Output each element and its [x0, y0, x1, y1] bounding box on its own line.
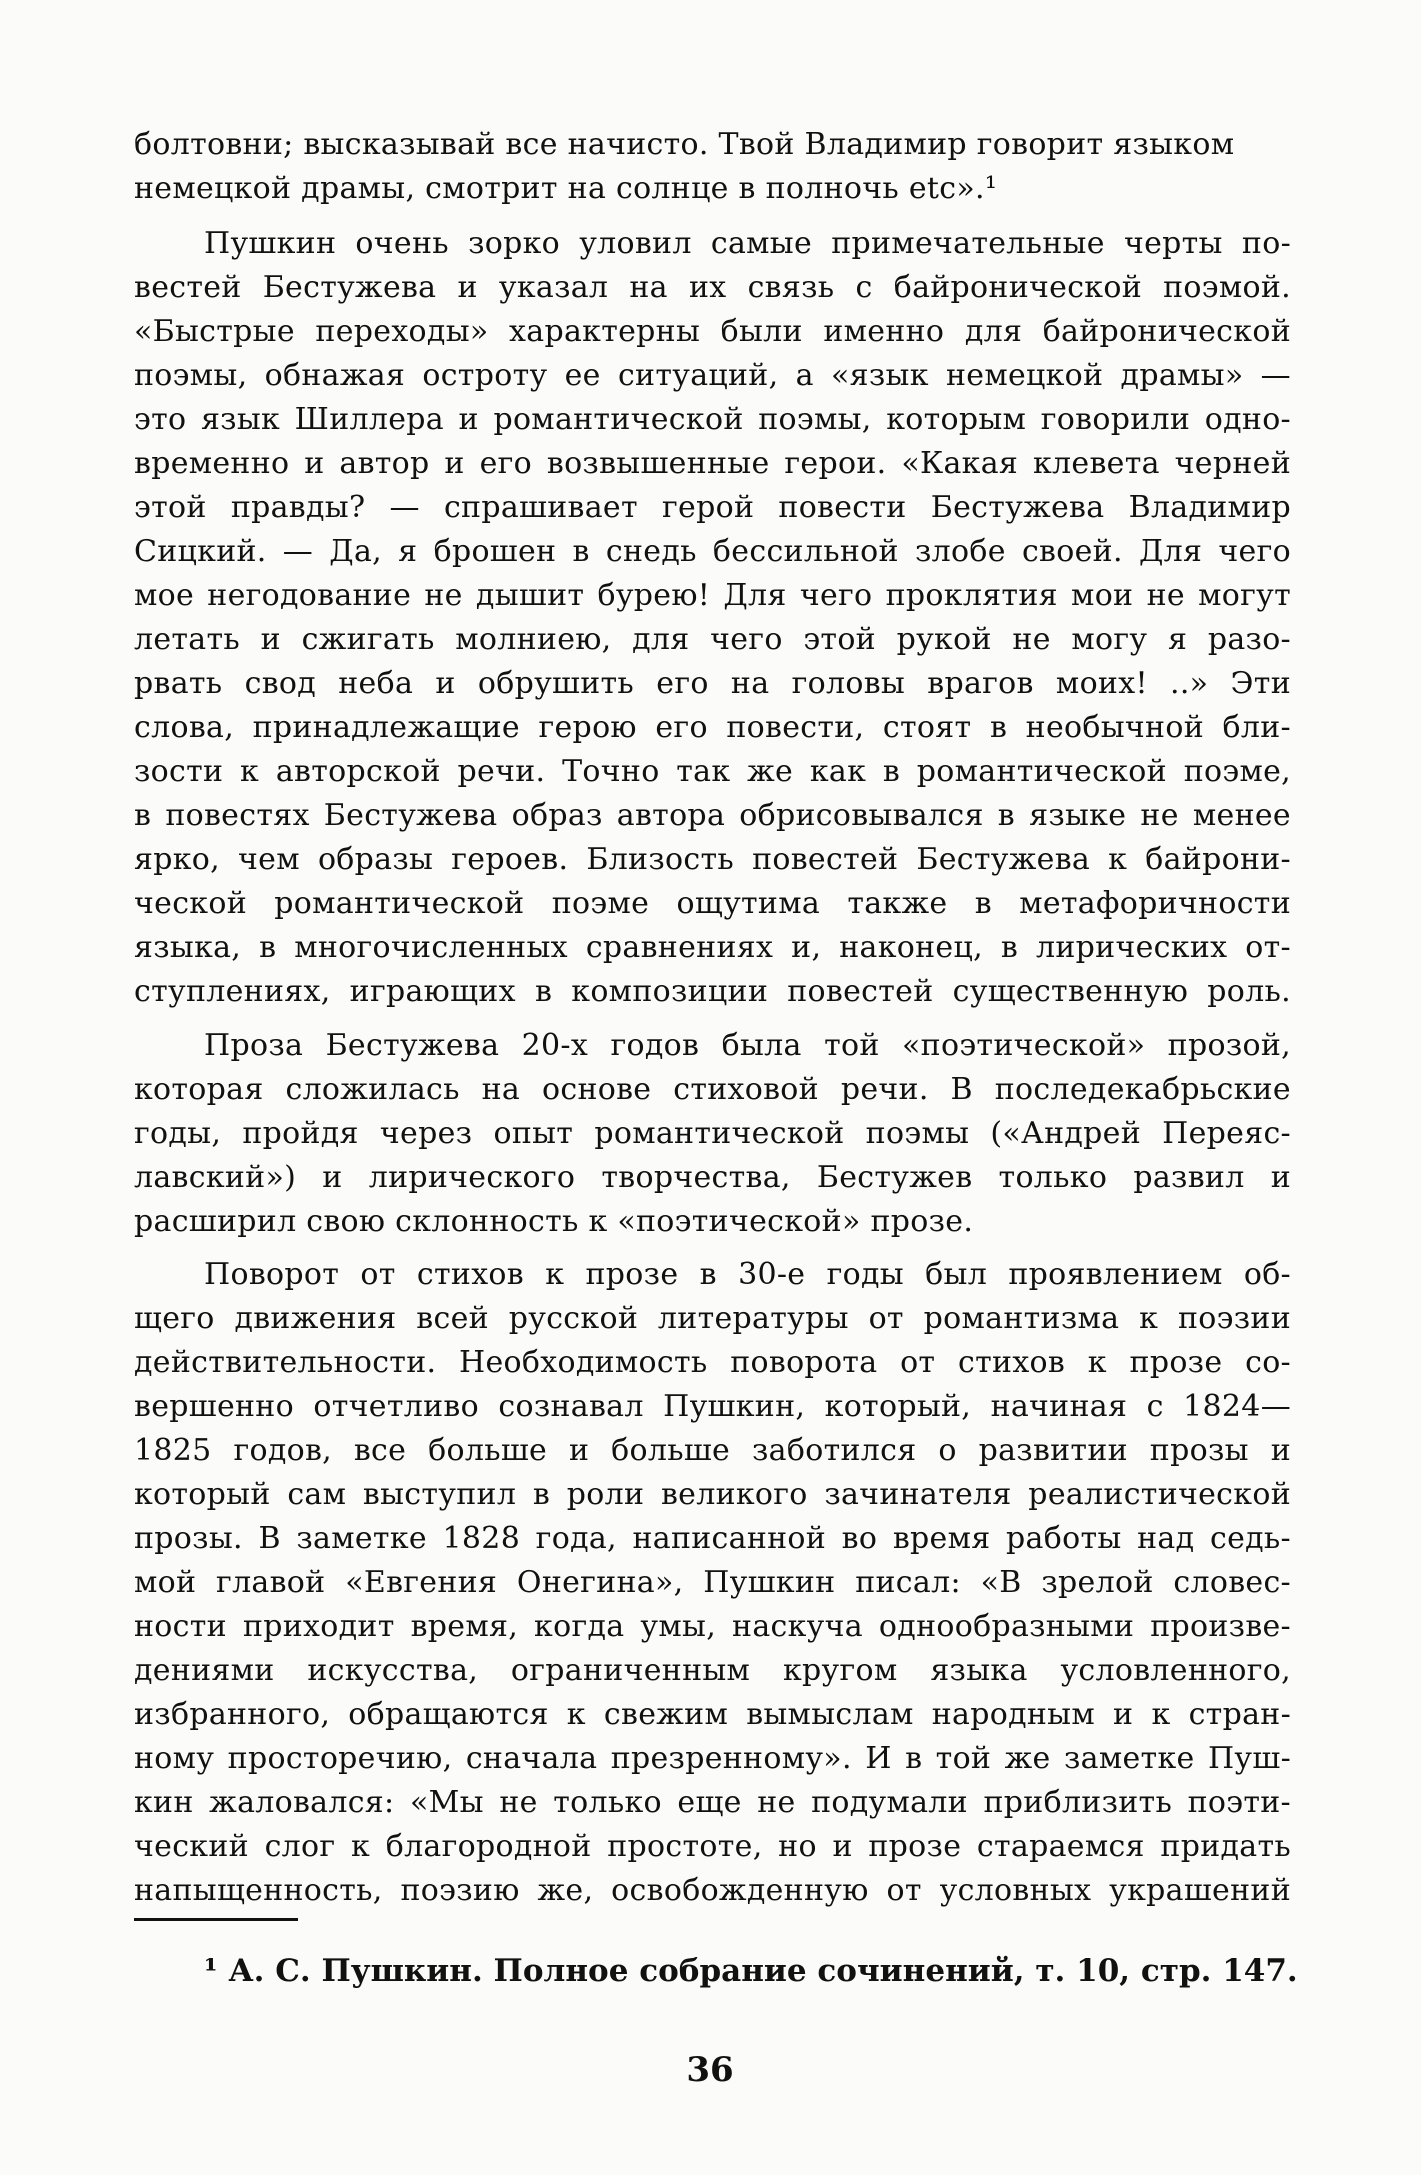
text-line: вестей Бестужева и указал на их связь с байронической поэмой.: [134, 270, 1291, 305]
text-line: болтовни; высказывай все начисто. Твой Владимир говорит языком: [134, 127, 1235, 162]
text-line: дениями искусства, ограниченным кругом языка условленного,: [134, 1653, 1291, 1688]
text-line: ческой романтической поэме ощутима также в метафоричности: [134, 886, 1291, 921]
text-line: Проза Бестужева 20-х годов была той «поэтической» прозой,: [204, 1028, 1291, 1063]
text-line: лавский») и лирического творчества, Бестужев только развил и: [134, 1160, 1291, 1195]
text-line: рвать свод неба и обрушить его на головы врагов моих! ..» Эти: [134, 666, 1291, 701]
text-line: мое негодование не дышит бурею! Для чего проклятия мои не могут: [134, 578, 1291, 613]
text-line: избранного, обращаются к свежим вымыслам народным и к стран-: [134, 1697, 1291, 1732]
text-line: ческий слог к благородной простоте, но и прозе стараемся придать: [134, 1829, 1291, 1864]
text-line: действительности. Необходимость поворота от стихов к прозе со-: [134, 1345, 1291, 1380]
text-line: Пушкин очень зорко уловил самые примечательные черты по-: [204, 226, 1291, 261]
text-line: зости к авторской речи. Точно так же как в романтической поэме,: [134, 754, 1291, 789]
text-line: немецкой драмы, смотрит на солнце в полночь etc».¹: [134, 171, 998, 206]
text-line: летать и сжигать молниею, для чего этой рукой не могу я разо-: [134, 622, 1291, 657]
text-line: ному просторечию, сначала презренному». И в той же заметке Пуш-: [134, 1741, 1291, 1776]
text-line: ступлениях, играющих в композиции повестей существенную роль.: [134, 974, 1291, 1009]
text-line: вершенно отчетливо сознавал Пушкин, который, начиная с 1824—: [134, 1389, 1291, 1424]
text-line: поэмы, обнажая остроту ее ситуаций, а «язык немецкой драмы» —: [134, 358, 1291, 393]
text-line: который сам выступил в роли великого зачинателя реалистической: [134, 1477, 1291, 1512]
text-line: языка, в многочисленных сравнениях и, наконец, в лирических от-: [134, 930, 1291, 965]
text-line: ности приходит время, когда умы, наскуча однообразными произве-: [134, 1609, 1291, 1644]
footnote-divider: [134, 1918, 298, 1921]
footnote: ¹ А. С. Пушкин. Полное собрание сочинений, т. 10, стр. 147.: [204, 1953, 1298, 1989]
text-line: ярко, чем образы героев. Близость повестей Бестужева к байрони-: [134, 842, 1291, 877]
text-line: 1825 годов, все больше и больше заботился о развитии прозы и: [134, 1433, 1291, 1468]
text-line: временно и автор и его возвышенные герои. «Какая клевета черней: [134, 446, 1291, 481]
text-line: кин жаловался: «Мы не только еще не подумали приблизить поэти-: [134, 1785, 1291, 1820]
page-number: 36: [686, 2050, 734, 2090]
text-line: щего движения всей русской литературы от романтизма к поэзии: [134, 1301, 1291, 1336]
text-line: слова, принадлежащие герою его повести, стоят в необычной бли-: [134, 710, 1291, 745]
text-line: напыщенность, поэзию же, освобожденную от условных украшений: [134, 1873, 1291, 1908]
text-line: расширил свою склонность к «поэтической» прозе.: [134, 1204, 974, 1239]
text-line: это язык Шиллера и романтической поэмы, которым говорили одно-: [134, 402, 1291, 437]
text-line: этой правды? — спрашивает герой повести Бестужева Владимир: [134, 490, 1291, 525]
text-line: Сицкий. — Да, я брошен в снедь бессильной злобе своей. Для чего: [134, 534, 1291, 569]
text-line: мой главой «Евгения Онегина», Пушкин писал: «В зрелой словес-: [134, 1565, 1291, 1600]
text-line: Поворот от стихов к прозе в 30-е годы был проявлением об-: [204, 1257, 1291, 1292]
text-line: в повестях Бестужева образ автора обрисовывался в языке не менее: [134, 798, 1291, 833]
text-line: годы, пройдя через опыт романтической поэмы («Андрей Переяс-: [134, 1116, 1291, 1151]
text-line: «Быстрые переходы» характерны были именно для байронической: [134, 314, 1291, 349]
text-line: прозы. В заметке 1828 года, написанной во время работы над седь-: [134, 1521, 1291, 1556]
text-line: которая сложилась на основе стиховой речи. В последекабрьские: [134, 1072, 1291, 1107]
